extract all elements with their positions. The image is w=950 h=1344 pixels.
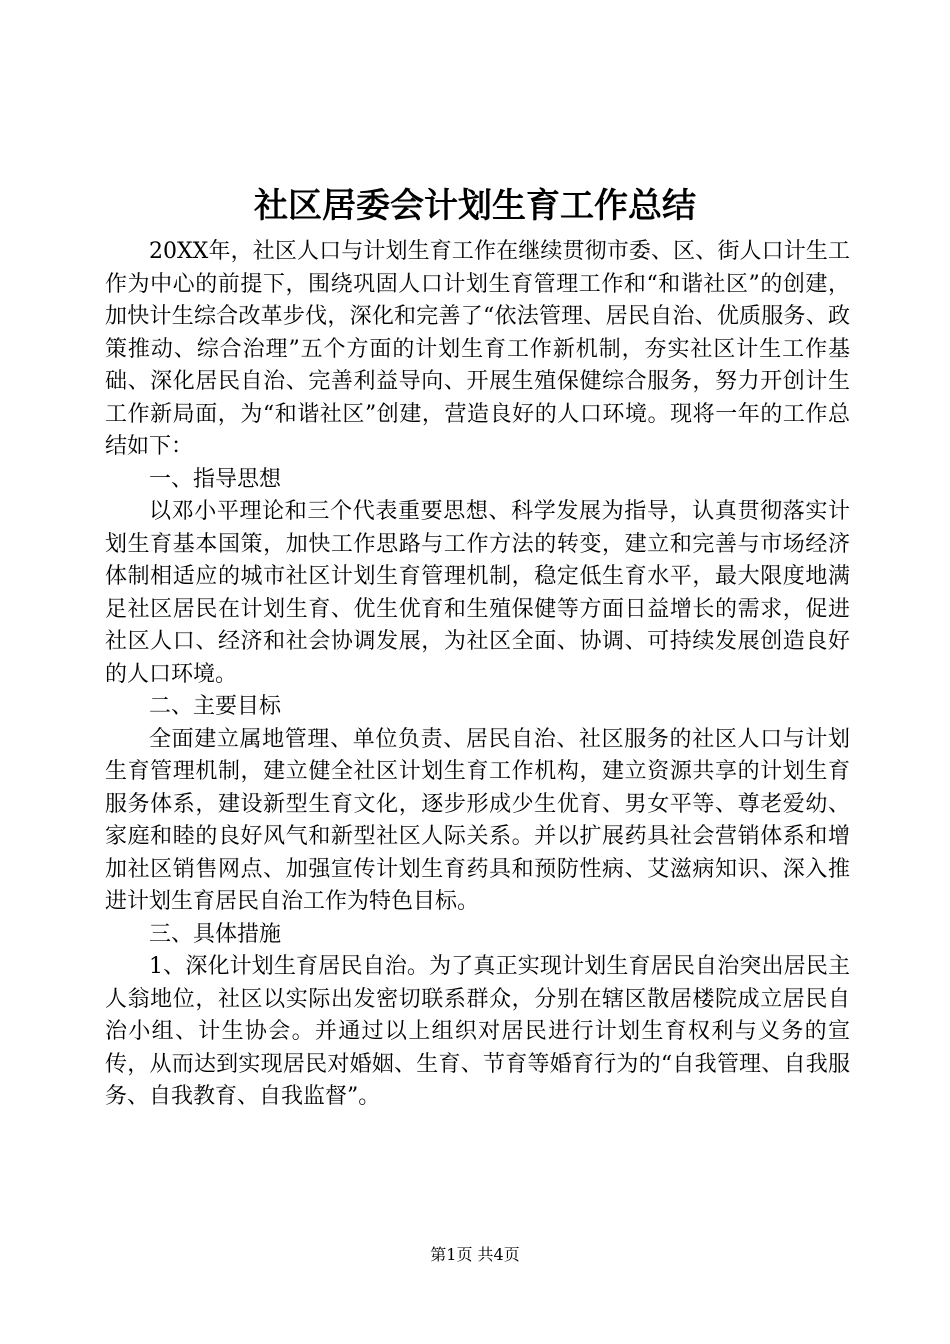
document-body <box>105 236 850 1114</box>
section-heading-specific-measures: 三、具体措施 <box>149 921 282 947</box>
section-heading-main-goals: 二、主要目标 <box>149 694 282 719</box>
section-paragraph-main-goals: 全面建立属地管理、单位负责、居民自治、社区服务的社区人口与计划生育管理机制，建立健全社区计划生育工作机构，建立资源共享的计划生育服务体系，建设新型生育文化，逐步形成少生优育、男女平等、尊老爱幼、家庭和睦的良好风气和新型社区人际关系。并以扩展药具社会营销体系和增加社区销售网点、加强宣传计划生育药具和预防性病、艾滋病知识、深入推进计划生育居民自治工作为特色目标。 <box>105 726 850 914</box>
section-paragraph-guiding-ideology: 以邓小平理论和三个代表重要思想、科学发展为指导，认真贯彻落实计划生育基本国策，加快工作思路与工作方法的转变，建立和完善与市场经济体制相适应的城市社区计划生育管理机制，稳定低生育水平，最大限度地满足社区居民在计划生育、优生优育和生殖保健等方面日益增长的需求，促进社区人口、经济和社会协调发展，为社区全面、协调、可持续发展创造良好的人口环境。 <box>105 499 850 687</box>
section-paragraph-specific-measures: 1、深化计划生育居民自治。为了真正实现计划生育居民自治突出居民主人翁地位，社区以实际出发密切联系群众，分别在辖区散居楼院成立居民自治小组、计生协会。并通过以上组织对居民进行计划生育权利与义务的宣传，从而达到实现居民对婚姻、生育、节育等婚育行为的“自我管理、自我服务、自我教育、自我监督”。 <box>105 954 850 1109</box>
page-footer: 第1页 共4页 <box>430 1245 520 1264</box>
section-heading-guiding-ideology: 一、指导思想 <box>149 466 282 492</box>
document-title: 社区居委会计划生育工作总结 <box>254 186 696 226</box>
intro-paragraph: 20XX年，社区人口与计划生育工作在继续贯彻市委、区、街人口计生工作为中心的前提下，围绕巩固人口计划生育管理工作和“和谐社区”的创建，加快计生综合改革步伐，深化和完善了“依法管理、居民自治、优质服务、政策推动、综合治理”五个方面的计划生育工作新机制，夯实社区计生工作基础、深化居民自治、完善利益导向、开展生殖保健综合服务，努力开创计生工作新局面，为“和谐社区”创建，营造良好的人口环境。现将一年的工作总结如下： <box>105 239 850 459</box>
